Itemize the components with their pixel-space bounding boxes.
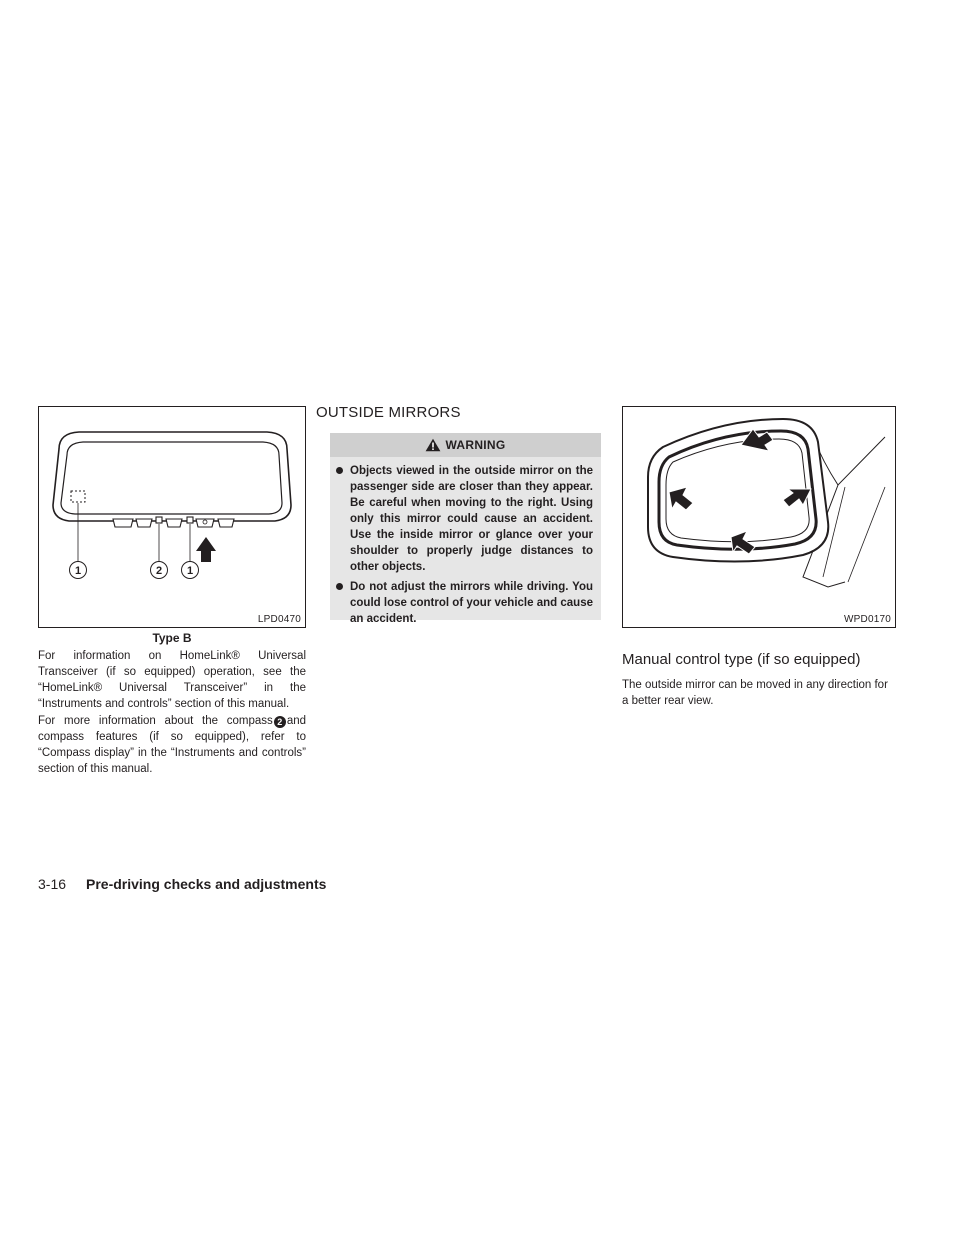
warning-item: Do not adjust the mirrors while driving. You could lose control of your vehicle and cause an accident. — [334, 579, 593, 627]
warning-triangle-icon — [425, 438, 441, 452]
rearview-mirror-illustration — [39, 407, 305, 627]
figure-code: LPD0470 — [257, 614, 301, 625]
subheading: Manual control type (if so equipped) — [622, 651, 861, 668]
bullet-icon — [336, 583, 343, 590]
warning-list — [330, 457, 601, 639]
figure-code: WPD0170 — [844, 614, 891, 625]
homelink-paragraph: For information on HomeLink® Universal Transceiver (if so equipped) operation, see the “HomeLink® Universal Transceiver” in the “Instruments and controls” section of this manual. — [38, 650, 306, 710]
outside-mirror-illustration — [623, 407, 895, 627]
compass-text-end: and compass features (if so equipped), refer to “Compass display” in the “Instruments and controls” section of this manual. — [38, 715, 306, 775]
compass-text-start: For more information about the compass — [38, 715, 273, 727]
footer-section-title: Pre-driving checks and adjustments — [86, 876, 327, 892]
compass-paragraph — [38, 713, 306, 777]
warning-item: Objects viewed in the outside mirror on the passenger side are closer than they appear. Be careful when moving to the right. Using only this mirror could cause an accident. Use the inside mirror or glance over your shoulder to properly judge distances to other objects. — [334, 463, 593, 575]
arrow-up-icon — [196, 537, 216, 562]
callout-2-inline: 2 — [274, 716, 286, 728]
figure-outside-mirror — [622, 406, 896, 628]
callout-label-1: 1 — [74, 565, 82, 577]
manual-control-paragraph: The outside mirror can be moved in any direction for a better rear view. — [622, 679, 888, 707]
callout-label-2: 2 — [155, 565, 163, 577]
bullet-icon — [336, 467, 343, 474]
page-number: 3-16 — [38, 876, 67, 892]
warning-label: WARNING — [445, 438, 506, 452]
warning-box — [330, 433, 601, 625]
section-title: OUTSIDE MIRRORS — [316, 404, 461, 421]
warning-header — [330, 433, 601, 457]
figure-rearview-mirror — [38, 406, 306, 628]
callout-label-1b: 1 — [186, 565, 194, 577]
figure-caption: Type B — [152, 631, 192, 645]
